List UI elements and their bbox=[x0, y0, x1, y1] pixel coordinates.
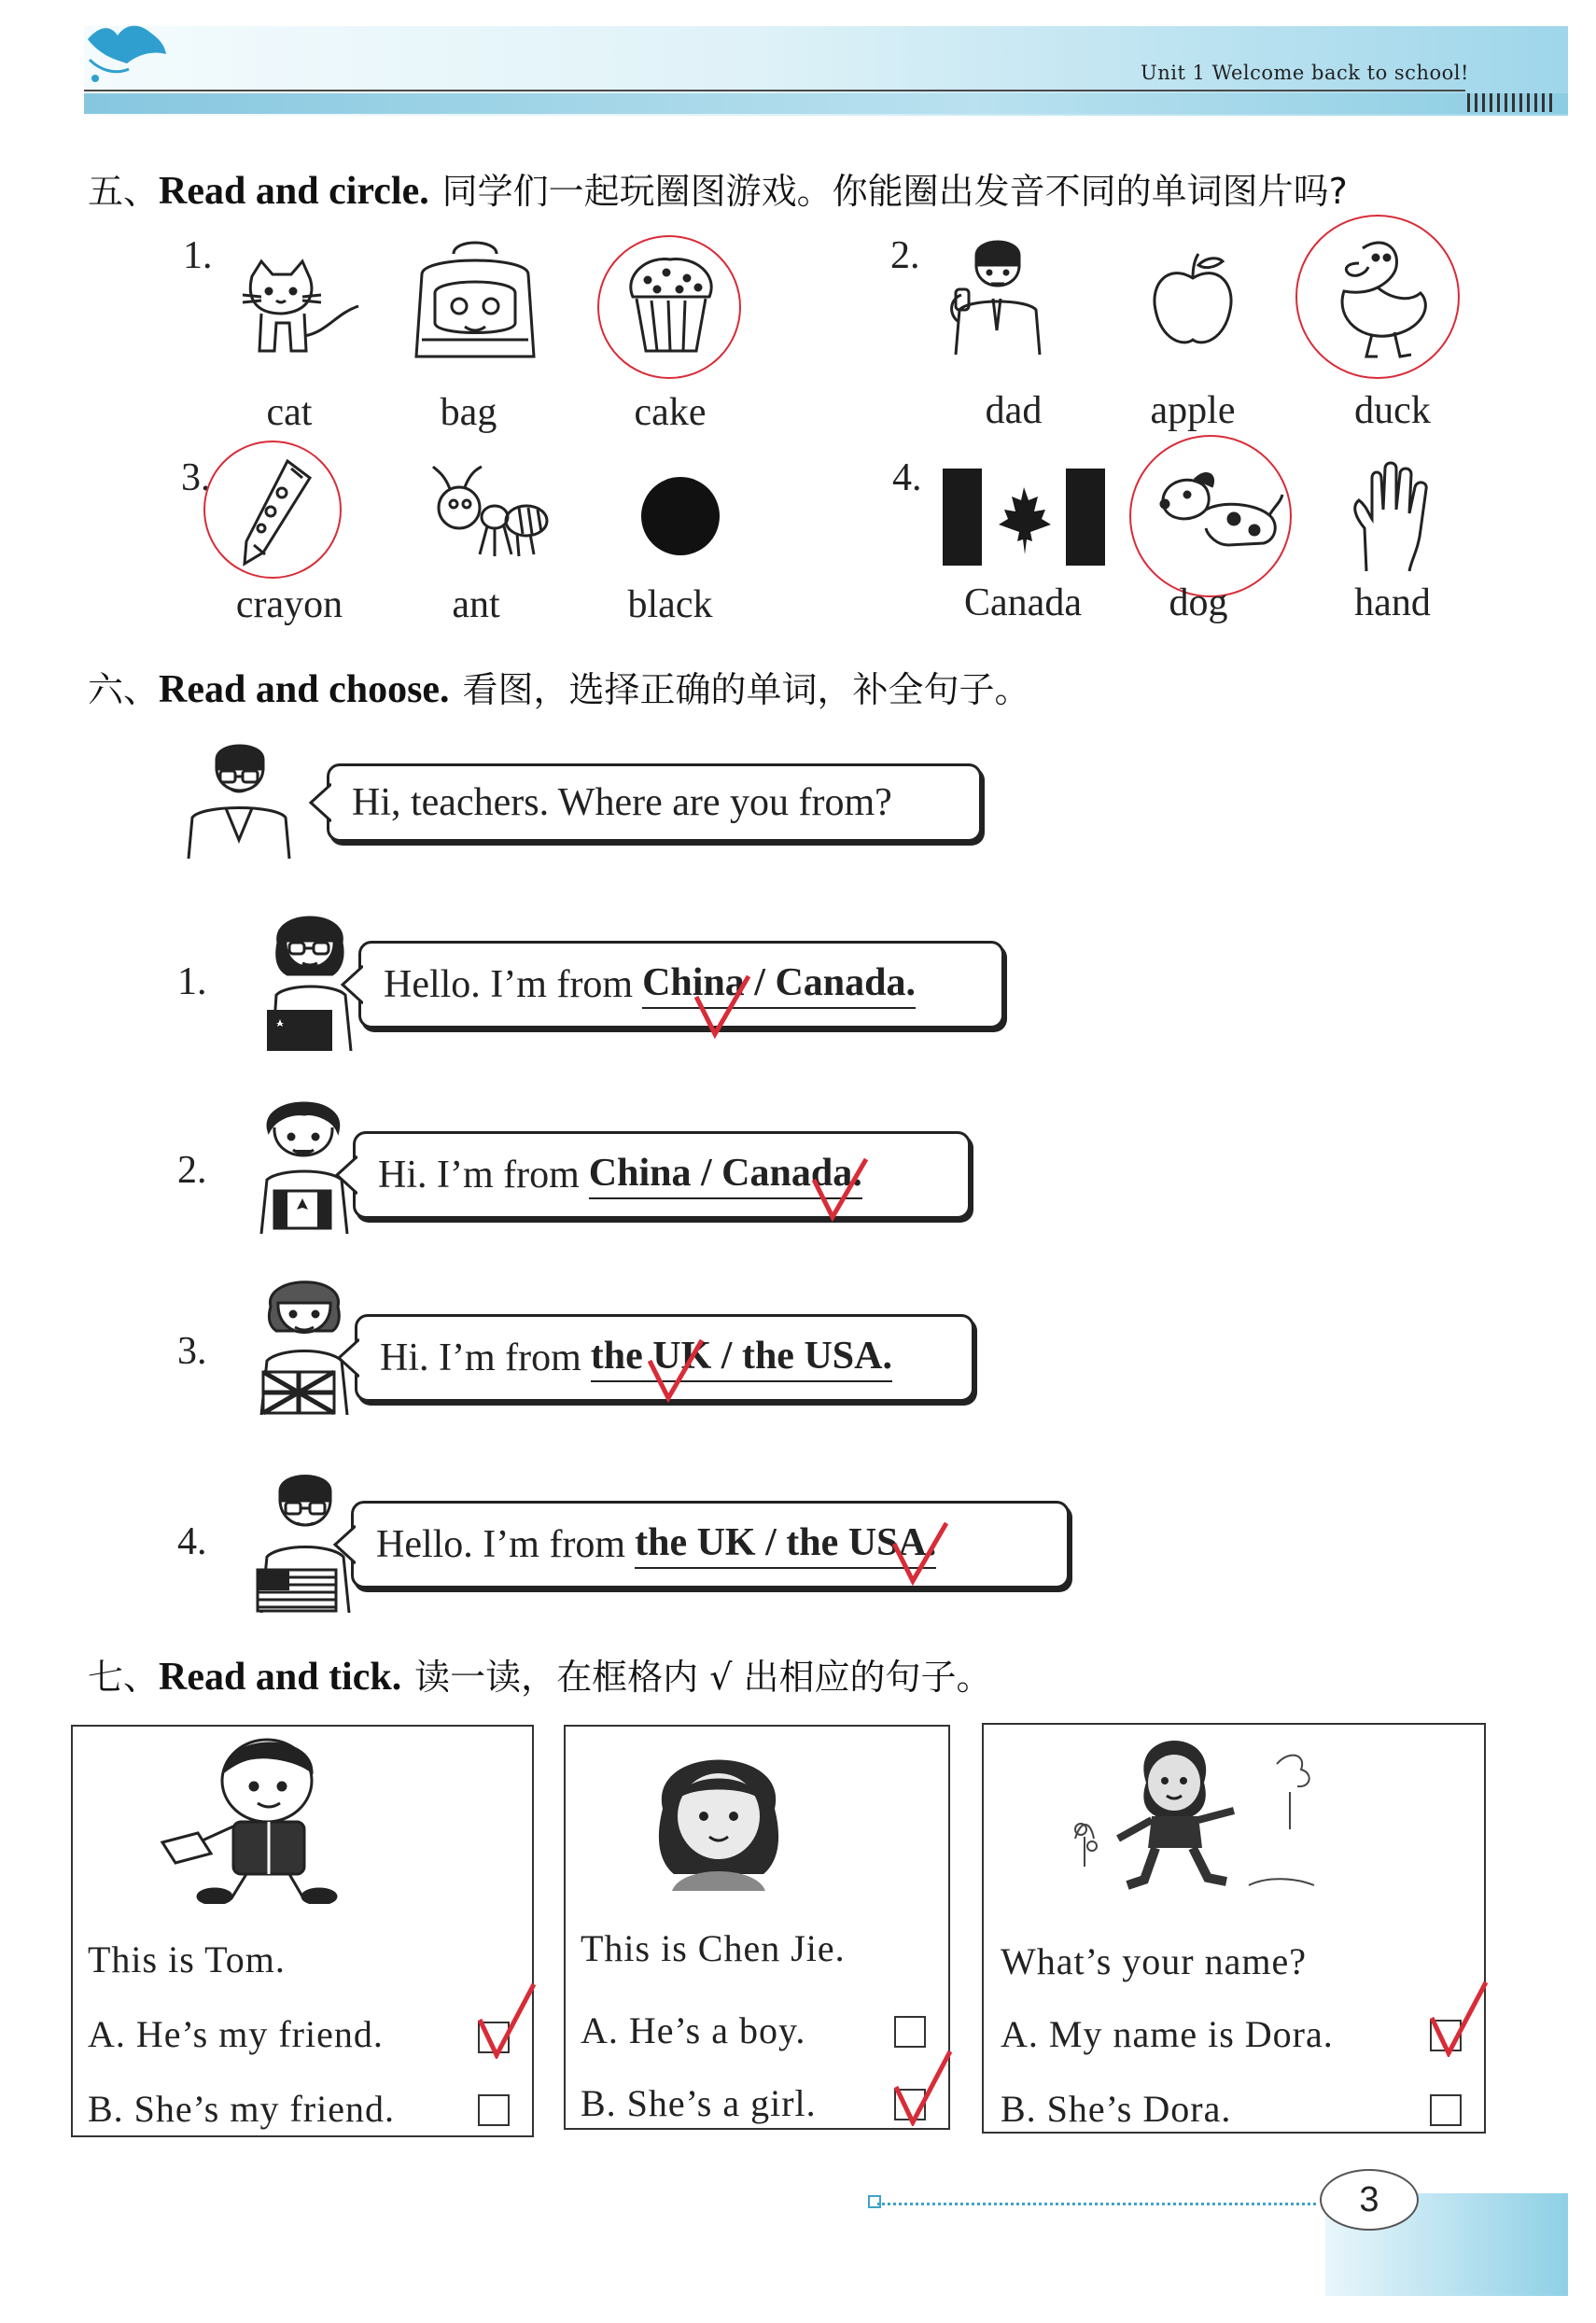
choice-options: China / Canada. bbox=[642, 960, 916, 1009]
tick-mark-icon bbox=[892, 1521, 948, 1587]
tick-mark-icon bbox=[1430, 1980, 1488, 2057]
tick-mark-icon bbox=[694, 974, 750, 1040]
group-number: 4. bbox=[892, 456, 922, 499]
tick-mark-icon bbox=[812, 1157, 868, 1223]
word-label: cat bbox=[266, 391, 313, 434]
answer-bubble bbox=[351, 1501, 1070, 1588]
dora-running-illustration bbox=[1062, 1727, 1323, 1904]
barcode-decoration bbox=[1465, 91, 1568, 114]
box-title: This is Chen Jie. bbox=[581, 1927, 846, 1969]
option-a: A. He’s a boy. bbox=[581, 2009, 806, 2051]
page-number: 3 bbox=[1320, 2169, 1419, 2231]
tom-boy-illustration bbox=[157, 1732, 362, 1904]
cupcake-icon bbox=[620, 246, 722, 358]
ant-icon bbox=[429, 461, 551, 564]
sentence-lead: Hello. I’m from bbox=[376, 1523, 626, 1566]
bubble-tail bbox=[309, 782, 331, 823]
tick-mark-icon bbox=[894, 2050, 952, 2126]
option-a: A. My name is Dora. bbox=[1001, 2013, 1334, 2055]
header-strip bbox=[84, 93, 1568, 114]
option-a-checkbox[interactable] bbox=[894, 2016, 926, 2048]
bag-icon bbox=[407, 237, 543, 368]
bubble-tail bbox=[341, 964, 363, 1005]
word-label: hand bbox=[1354, 581, 1431, 624]
word-label: ant bbox=[452, 583, 500, 626]
group-number: 1. bbox=[183, 234, 213, 277]
dad-on-phone-icon bbox=[941, 237, 1053, 358]
item-number: 3. bbox=[177, 1330, 207, 1373]
word-label: cake bbox=[634, 391, 707, 434]
group-number: 3. bbox=[181, 456, 211, 499]
apple-icon bbox=[1146, 250, 1239, 353]
tick-mark-icon bbox=[478, 1982, 536, 2059]
section5-heading: 五、Read and circle. 同学们一起玩圈图游戏。你能圈出发音不同的单词图片吗? bbox=[88, 170, 1348, 213]
unit-title: Unit 1 Welcome back to school! bbox=[1141, 62, 1469, 84]
word-label: dad bbox=[985, 389, 1043, 432]
choice-options: China / Canada. bbox=[589, 1151, 862, 1199]
word-label: black bbox=[627, 583, 713, 626]
sentence-lead: Hi. I’m from bbox=[378, 1154, 580, 1196]
option-b-checkbox[interactable] bbox=[1430, 2094, 1462, 2126]
word-label: apple bbox=[1150, 389, 1236, 432]
item-number: 2. bbox=[177, 1149, 207, 1192]
bubble-tail bbox=[333, 1524, 356, 1565]
option-b: B. She’s a girl. bbox=[581, 2082, 817, 2124]
choice-options: the UK / the USA. bbox=[591, 1334, 892, 1382]
group-number: 2. bbox=[890, 234, 920, 277]
prompt-text: Hi, teachers. Where are you from? bbox=[352, 781, 892, 824]
option-b-checkbox[interactable] bbox=[478, 2094, 510, 2126]
answer-bubble bbox=[353, 1131, 971, 1219]
choice-options: the UK / the USA. bbox=[635, 1520, 936, 1569]
section7-heading: 七、Read and tick. 读一读，在框格内 √ 出相应的句子。 bbox=[88, 1656, 992, 1699]
sentence-lead: Hi. I’m from bbox=[380, 1336, 581, 1379]
header-rule bbox=[84, 90, 1465, 91]
item-number: 4. bbox=[177, 1520, 207, 1563]
sentence-lead: Hello. I’m from bbox=[384, 963, 634, 1006]
word-label: bag bbox=[440, 391, 497, 434]
footer-dotted-line bbox=[877, 2203, 1316, 2206]
bird-logo-icon bbox=[82, 22, 168, 88]
chen-jie-girl-illustration bbox=[644, 1734, 793, 1893]
word-label: crayon bbox=[235, 583, 343, 626]
speech-bubble bbox=[327, 763, 982, 842]
hand-icon bbox=[1344, 459, 1437, 577]
cat-icon bbox=[233, 258, 364, 360]
black-dot-icon bbox=[638, 474, 722, 558]
option-b: B. She’s Dora. bbox=[1001, 2088, 1232, 2130]
answer-bubble bbox=[358, 941, 1004, 1029]
duck-icon bbox=[1325, 235, 1437, 362]
option-a: A. He’s my friend. bbox=[88, 2013, 384, 2055]
canada-flag-icon bbox=[941, 467, 1107, 567]
bubble-tail bbox=[335, 1155, 357, 1196]
crayon-icon bbox=[231, 455, 315, 567]
bubble-tail bbox=[337, 1337, 359, 1378]
word-label: Canada bbox=[964, 581, 1082, 624]
box-title: This is Tom. bbox=[88, 1938, 286, 1980]
item-number: 1. bbox=[177, 960, 207, 1003]
word-label: duck bbox=[1354, 389, 1431, 432]
dog-icon bbox=[1154, 467, 1284, 560]
word-label: dog bbox=[1169, 581, 1228, 624]
section6-heading: 六、Read and choose. 看图，选择正确的单词，补全句子。 bbox=[88, 668, 1030, 711]
option-b: B. She’s my friend. bbox=[88, 2088, 395, 2130]
tick-mark-icon bbox=[648, 1338, 704, 1404]
teacher-avatar bbox=[183, 737, 295, 861]
box-title: What’s your name? bbox=[1001, 1940, 1307, 1982]
